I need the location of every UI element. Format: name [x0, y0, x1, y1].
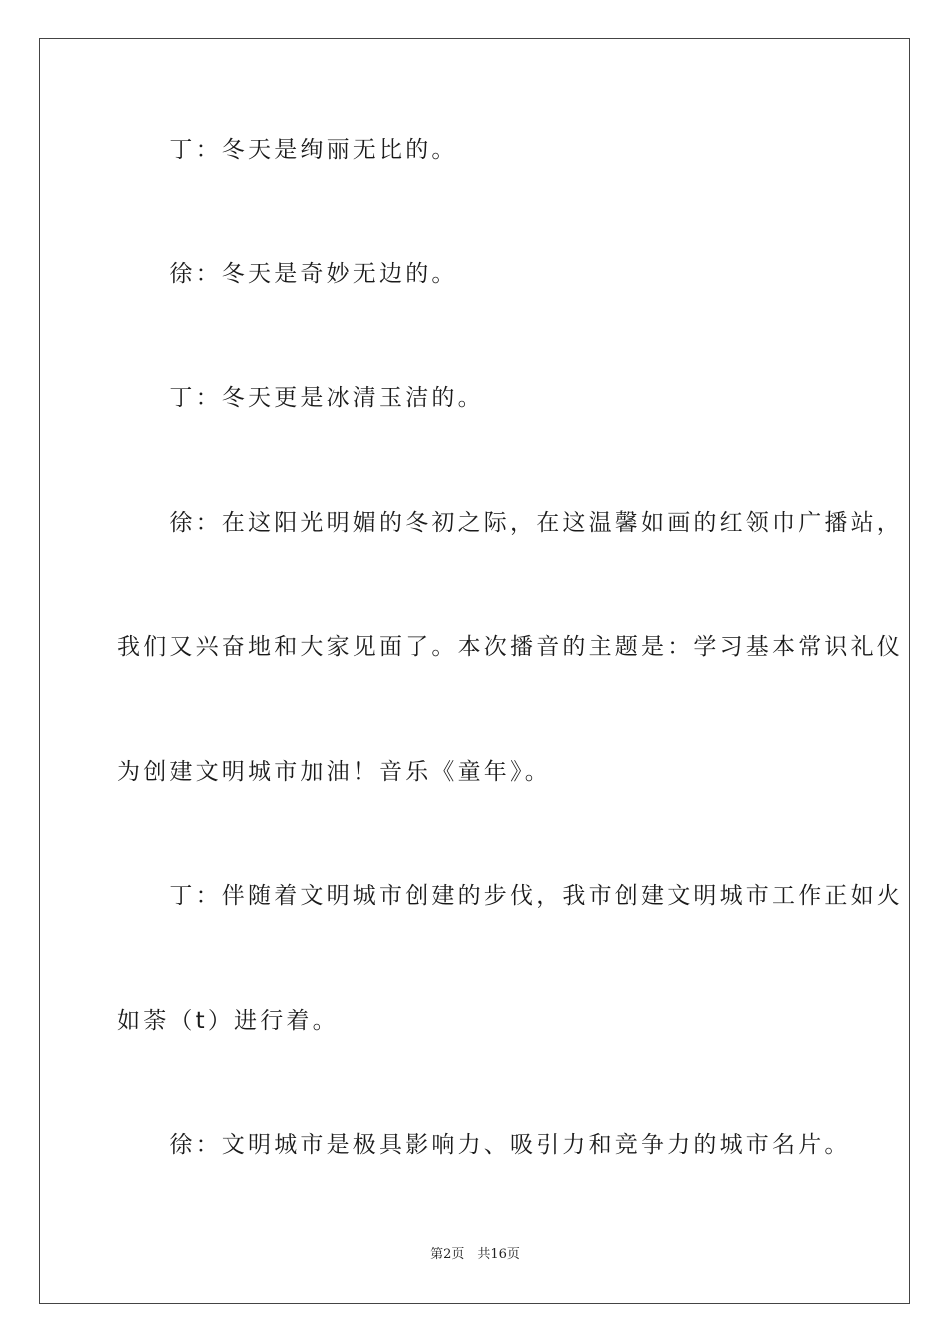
dialogue-line-7: 丁：伴随着文明城市创建的步伐，我市创建文明城市工作正如火 [117, 883, 903, 909]
page-border [39, 38, 910, 1304]
dialogue-line-9: 徐：文明城市是极具影响力、吸引力和竞争力的城市名片。 [117, 1132, 851, 1158]
dialogue-line-3: 丁：冬天更是冰清玉洁的。 [117, 385, 484, 411]
dialogue-line-6: 为创建文明城市加油！音乐《童年》。 [117, 759, 551, 785]
page-number-footer: 第2页 共16页 [430, 1247, 520, 1262]
dialogue-line-1: 丁：冬天是绚丽无比的。 [117, 137, 458, 163]
dialogue-line-8: 如荼（t）进行着。 [117, 1008, 339, 1034]
dialogue-line-5: 我们又兴奋地和大家见面了。本次播音的主题是：学习基本常识礼仪 [117, 634, 903, 660]
dialogue-line-4: 徐：在这阳光明媚的冬初之际，在这温馨如画的红领巾广播站， [117, 510, 903, 536]
dialogue-line-2: 徐：冬天是奇妙无边的。 [117, 261, 458, 287]
